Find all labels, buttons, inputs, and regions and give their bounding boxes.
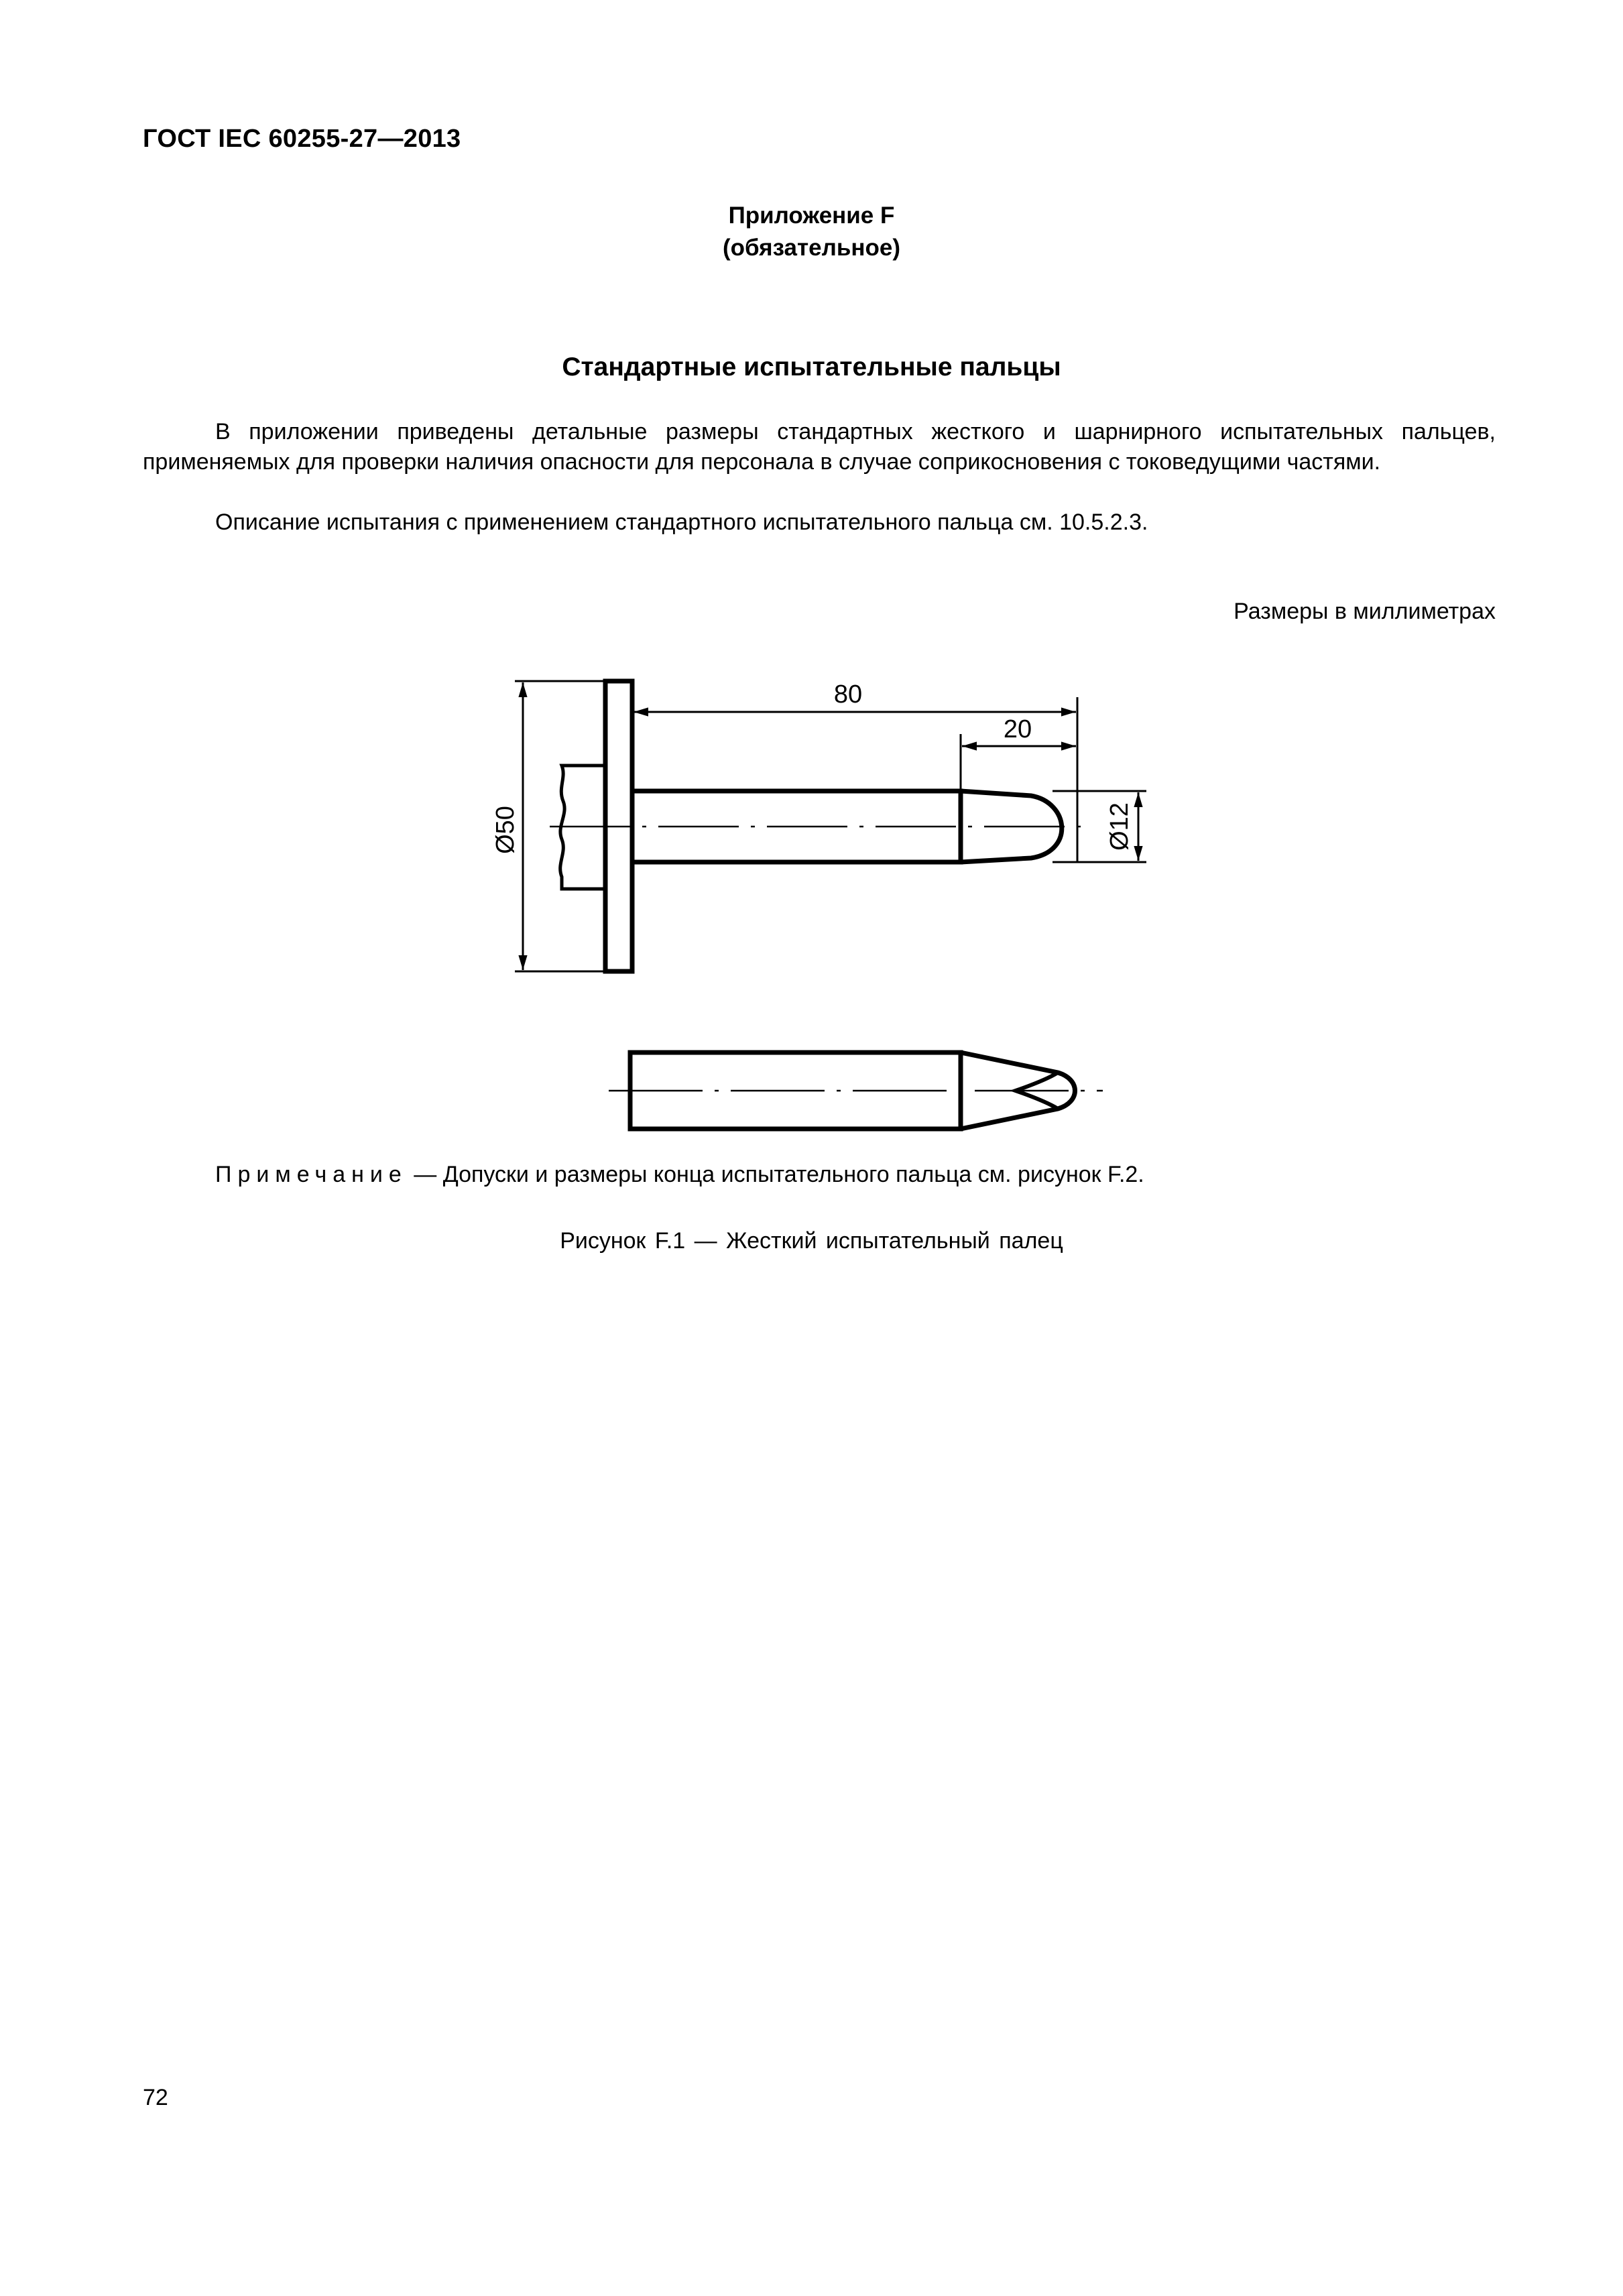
- annex-status: (обязательное): [722, 235, 900, 261]
- paragraph-test-reference: Описание испытания с применением стандартного испытательного пальца см. 10.5.2.3.: [215, 509, 1148, 535]
- paragraph-intro: В приложении приведены детальные размеры стандартных жесткого и шарнирного испытательных пальцев, применяемых для проверки наличия опасности для персонала в случае соприкосновения с токоведущими частями.: [143, 419, 1496, 475]
- figure-note: [215, 1162, 1144, 1188]
- dim-d12-label: Ø12: [1105, 802, 1134, 851]
- dim-20-label: 20: [1003, 715, 1032, 743]
- document-header: ГОСТ IEC 60255-27—2013: [143, 125, 461, 153]
- top-view: [609, 1052, 1103, 1129]
- page-number: 72: [143, 2085, 168, 2110]
- side-view: [491, 680, 1146, 971]
- note-label: Примечание: [215, 1162, 408, 1187]
- figure-caption: Рисунок F.1 — Жесткий испытательный палец: [560, 1228, 1063, 1254]
- dim-80-label: 80: [833, 680, 863, 709]
- dim-d50-label: Ø50: [491, 806, 520, 854]
- note-text: — Допуски и размеры конца испытательного пальца см. рисунок F.2.: [407, 1162, 1144, 1187]
- units-note: Размеры в миллиметрах: [1234, 599, 1496, 624]
- section-title: Стандартные испытательные пальцы: [562, 353, 1061, 381]
- annex-title: Приложение F: [728, 202, 895, 229]
